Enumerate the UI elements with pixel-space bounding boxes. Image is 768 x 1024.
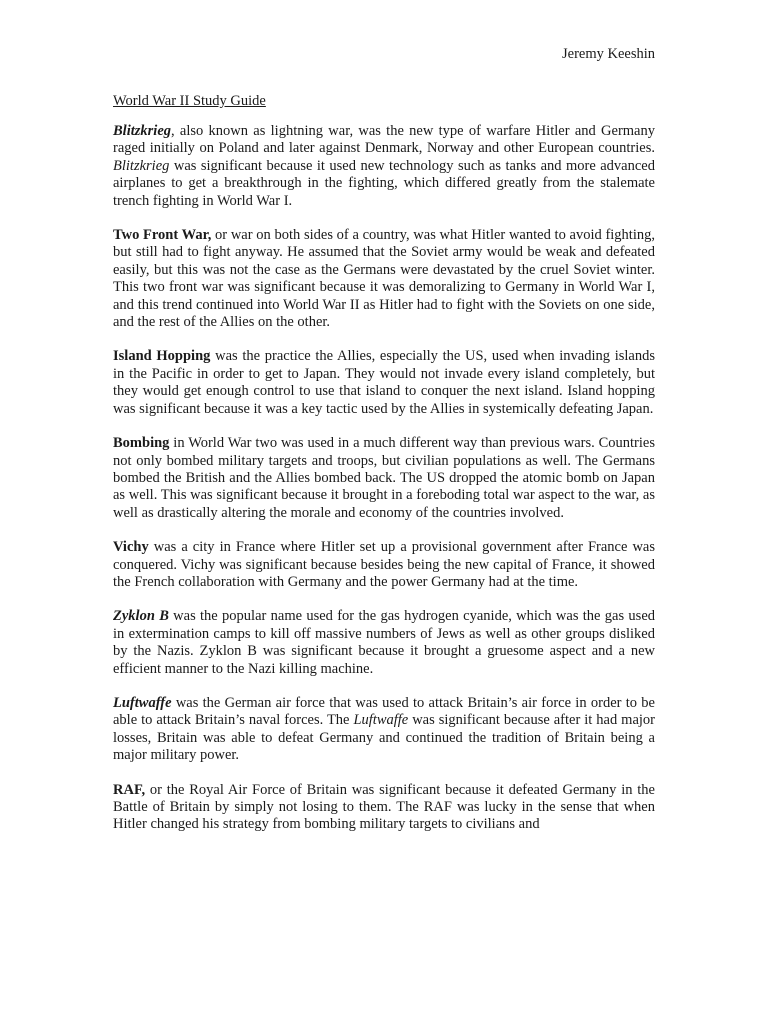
entry-term: Island Hopping <box>113 348 211 365</box>
entry-text: or the Royal Air Force of Britain was significant because it defeated Germany in the Battle of Britain by simply not losing to them. The RAF was lucky in the sense that when Hitler changed his strategy from bombing military targets to civilians and <box>113 781 655 833</box>
entry-term: Blitzkrieg <box>113 123 172 139</box>
entry-island-hopping <box>113 348 655 418</box>
entry-text: was a city in France where Hitler set up a provisional government after France was conquered. Vichy was significant because besides being the new capital of France, it showed the French collaboration with Germany and the power Germany had at the time. <box>113 539 655 590</box>
entry-text: in World War two was used in a much different way than previous wars. Countries not only bombed military targets and troops, but civilian populations as well. The Germans bombed the British and the Allies bombed back. The US dropped the atomic bomb on Japan as well. This was significant because it brought in a foreboding total war aspect to the war, as well as drastically altering the morale and economy of the countries involved. <box>113 435 655 521</box>
entry-term: Vichy <box>113 539 149 556</box>
entry-vichy <box>113 539 655 591</box>
entry-emphasis: Luftwaffe <box>353 712 409 729</box>
entry-raf <box>113 782 655 834</box>
entry-text: was significant because it used new technology such as tanks and more advanced airplanes to get a breakthrough in the fighting, which differed greatly from the stalemate trench fighting in World War I. <box>113 157 655 209</box>
entry-bombing <box>113 435 655 522</box>
entry-text: or war on both sides of a country, was what Hitler wanted to avoid fighting, but still had to fight anyway. He assumed that the Soviet army would be weak and defeated easily, but this was not the case as the Germans were devastated by the cruel Soviet winter. This two front war was significant because it was demoralizing to Germany in World War I, and this trend continued into World War II as Hitler had to fight with the Soviets on one side, and the rest of the Allies on the other. <box>113 227 655 331</box>
entry-term: Luftwaffe <box>113 694 172 711</box>
document-title: World War II Study Guide <box>113 93 266 109</box>
entry-emphasis: Blitzkrieg <box>113 157 170 174</box>
entry-zyklon-b <box>113 608 655 678</box>
entry-blitzkrieg <box>113 123 655 210</box>
entry-term: Two Front War, <box>113 227 212 244</box>
entry-two-front-war <box>113 227 655 331</box>
author-name: Jeremy Keeshin <box>561 46 655 62</box>
entry-term: RAF, <box>113 781 146 798</box>
entry-text: was the practice the Allies, especially the US, used when invading islands in the Pacific in order to get to Japan. They would not invade every island completely, but they would get enough control to use that island to conquer the next island. Island hopping was significant because it was a key tactic used by the Allies in systemically defeating Japan. <box>113 348 655 417</box>
entry-text: was significant because after it had major losses, Britain was able to defeat Germany and continued the tradition of Britain being a major military power. <box>113 712 655 764</box>
entry-text: , also known as lightning war, was the new type of warfare Hitler and Germany raged initially on Poland and later against Denmark, Norway and other European countries. <box>113 123 655 157</box>
entry-term: Bombing <box>113 435 170 452</box>
entry-text: was the German air force that was used to attack Britain’s air force in order to be able to attack Britain’s naval forces. The <box>113 694 655 729</box>
entry-text: was the popular name used for the gas hydrogen cyanide, which was the gas used in extermination camps to kill off massive numbers of Jews as well as other groups disliked by the Nazis. Zyklon B was significant because it brought a gruesome aspect and a new efficient manner to the Nazi killing machine. <box>113 608 655 677</box>
entry-luftwaffe <box>113 695 655 765</box>
entry-term: Zyklon B <box>113 608 169 625</box>
document-body <box>113 123 655 851</box>
